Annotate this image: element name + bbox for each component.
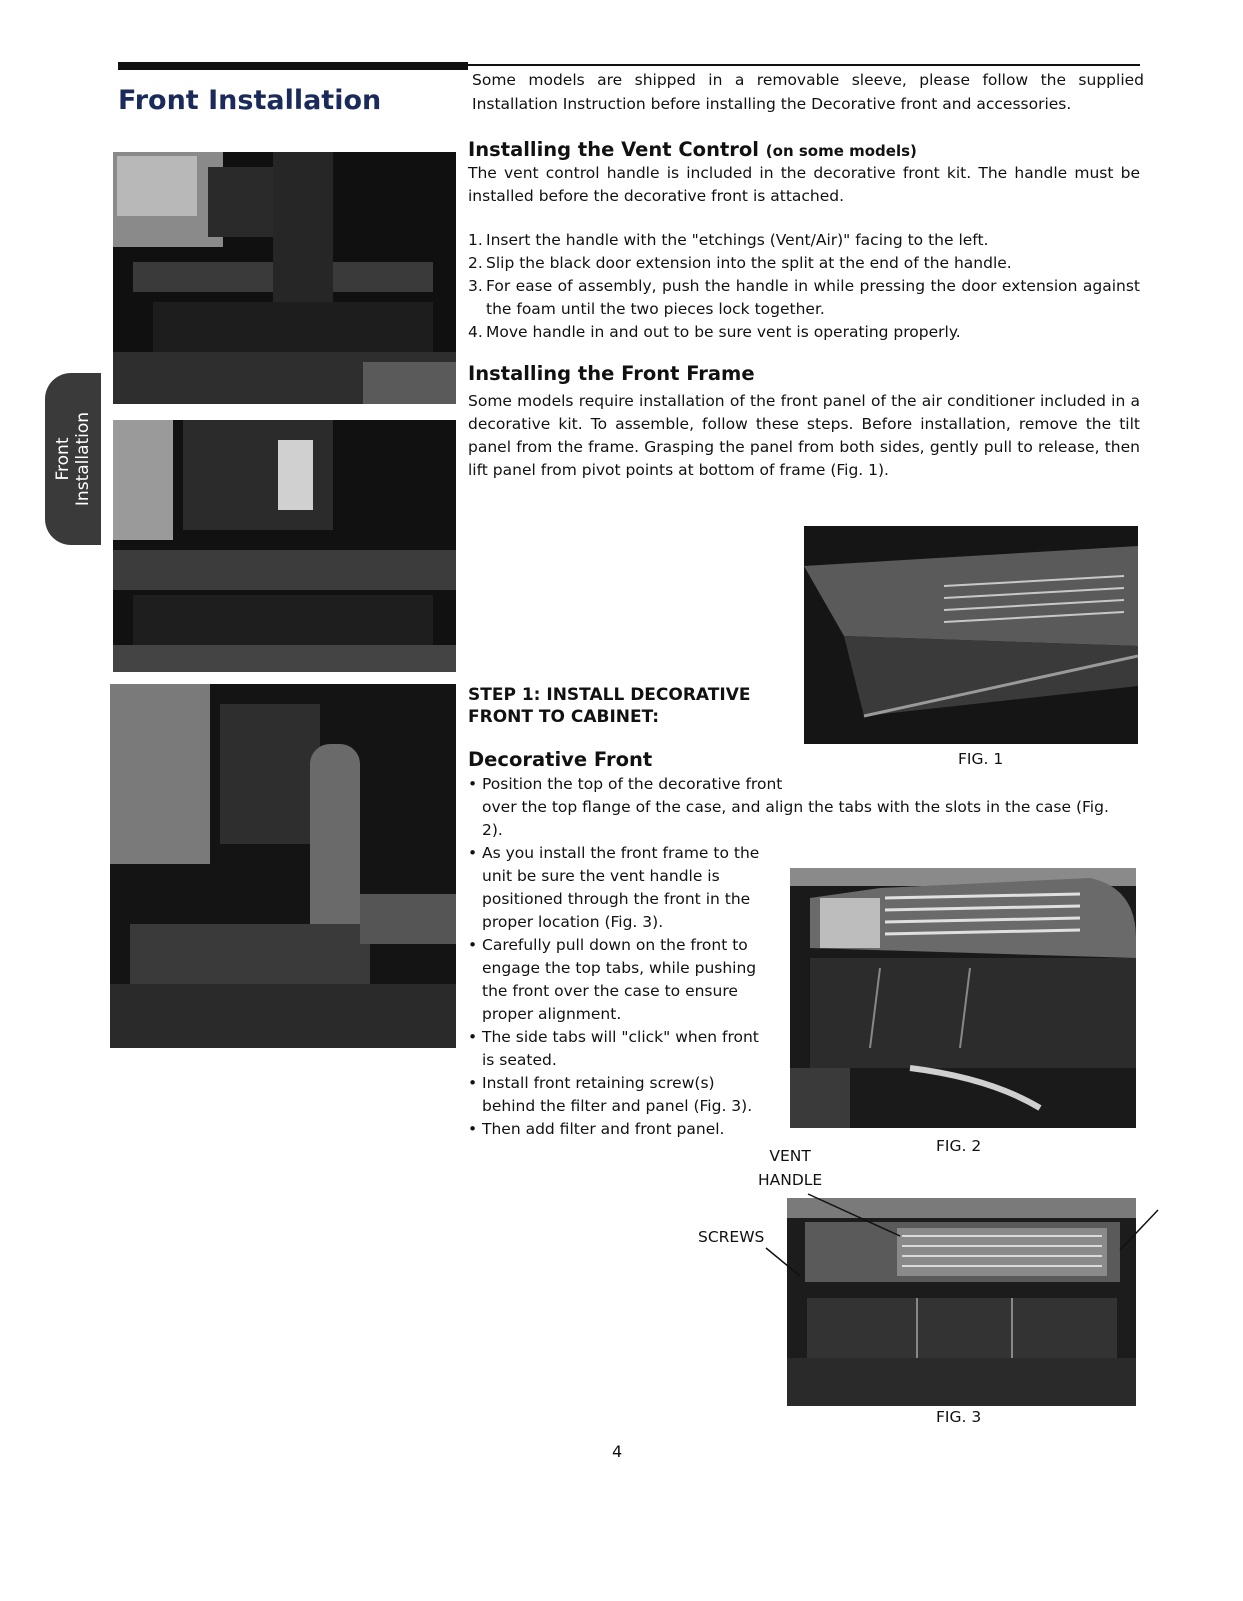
page-title: Front Installation [118, 85, 382, 116]
step-1-line2: FRONT TO CABINET: [468, 707, 660, 727]
intro-paragraph: Some models are shipped in a removable sleeve, please follow the supplied Installation Instruction before installing the Decorative front and accessories. [472, 71, 1144, 113]
figure-2-label: FIG. 2 [936, 1137, 982, 1155]
figure-1-label: FIG. 1 [958, 750, 1004, 768]
bullet-text: Position the top of the decorative front [482, 775, 783, 793]
step-text: Slip the black door extension into the split at the end of the handle. [486, 254, 1012, 272]
photo-vent-handle-middle-image [113, 420, 456, 672]
figure-1-image [804, 526, 1138, 744]
list-item: • The side tabs will "click" when front is seated. [468, 1026, 768, 1072]
bullet-glyph: • [468, 775, 478, 793]
bullet-text-continued: over the top flange of the case, and align the tabs with the slots in the case (Fig. 2). [482, 798, 1109, 839]
step-text: For ease of assembly, push the handle in while pressing the door extension against the foam until the two pieces lock together. [486, 277, 1140, 318]
callout-vent-line1: VENT [769, 1147, 811, 1165]
vent-control-body: The vent control handle is included in the decorative front kit. The handle must be installed before the decorative front is attached. [468, 164, 1140, 205]
side-tab-label [53, 412, 93, 506]
heading-vent-control [468, 138, 917, 161]
header-rule-thin [468, 64, 1140, 66]
side-tab-line2: Installation [73, 411, 93, 507]
list-item: • As you install the front frame to the unit be sure the vent handle is positioned through the front in the proper location (Fig. 3). [468, 842, 768, 934]
photo-vent-handle-top-image [113, 152, 456, 404]
figure-1-svg [804, 526, 1138, 744]
decorative-front-first-bullet [468, 773, 1128, 842]
photo-vent-handle-bottom-image [110, 684, 456, 1048]
decorative-front-bullets [468, 842, 768, 1141]
step-text: Move handle in and out to be sure vent is operating properly. [486, 323, 961, 341]
front-frame-body: Some models require installation of the front panel of the air conditioner included in a decorative kit. To assemble, follow these steps. Before installation, remove the tilt panel from the frame. Grasping the panel from both sides, gently pull to release, then lift panel from pivot points at bottom of frame (Fig. 1). [468, 392, 1140, 479]
page-number: 4 [612, 1442, 623, 1461]
side-tab-front-installation [45, 373, 101, 545]
figure-3-label: FIG. 3 [936, 1408, 982, 1426]
figure-2-svg [790, 868, 1136, 1128]
list-item [468, 252, 1140, 275]
heading-decorative-front: Decorative Front [468, 748, 653, 771]
list-item [468, 229, 1140, 252]
side-tab-line1: Front [53, 437, 73, 481]
list-item [468, 773, 1128, 842]
heading-vent-control-note: (on some models) [765, 142, 917, 160]
list-item: • Then add filter and front panel. [468, 1118, 768, 1141]
vent-control-steps [468, 229, 1140, 344]
list-item: • Carefully pull down on the front to engage the top tabs, while pushing the front over the case to ensure proper alignment. [468, 934, 768, 1026]
figure-3-svg [787, 1198, 1136, 1406]
list-item [468, 321, 1140, 344]
step-number: 3. [468, 277, 483, 295]
callout-vent-line2: HANDLE [758, 1171, 823, 1189]
photo-vent-handle-top [113, 152, 456, 404]
step-1-line1: STEP 1: INSTALL DECORATIVE [468, 685, 751, 705]
figure-2-image [790, 868, 1136, 1128]
heading-vent-control-text: Installing the Vent Control [468, 138, 759, 161]
list-item: • Install front retaining screw(s) behind the filter and panel (Fig. 3). [468, 1072, 768, 1118]
header-rule-heavy [118, 62, 468, 70]
step-1-heading [468, 684, 750, 728]
photo-vent-handle-middle [113, 420, 456, 672]
figure-3-image [787, 1198, 1136, 1406]
step-number: 4. [468, 323, 483, 341]
photo-vent-handle-bottom [110, 684, 456, 1048]
step-text: Insert the handle with the "etchings (Vent/Air)" facing to the left. [486, 231, 989, 249]
list-item [468, 275, 1140, 321]
callout-screws: SCREWS [698, 1228, 765, 1246]
callout-vent-handle [758, 1144, 822, 1192]
step-number: 1. [468, 231, 483, 249]
step-number: 2. [468, 254, 483, 272]
heading-front-frame: Installing the Front Frame [468, 362, 755, 385]
